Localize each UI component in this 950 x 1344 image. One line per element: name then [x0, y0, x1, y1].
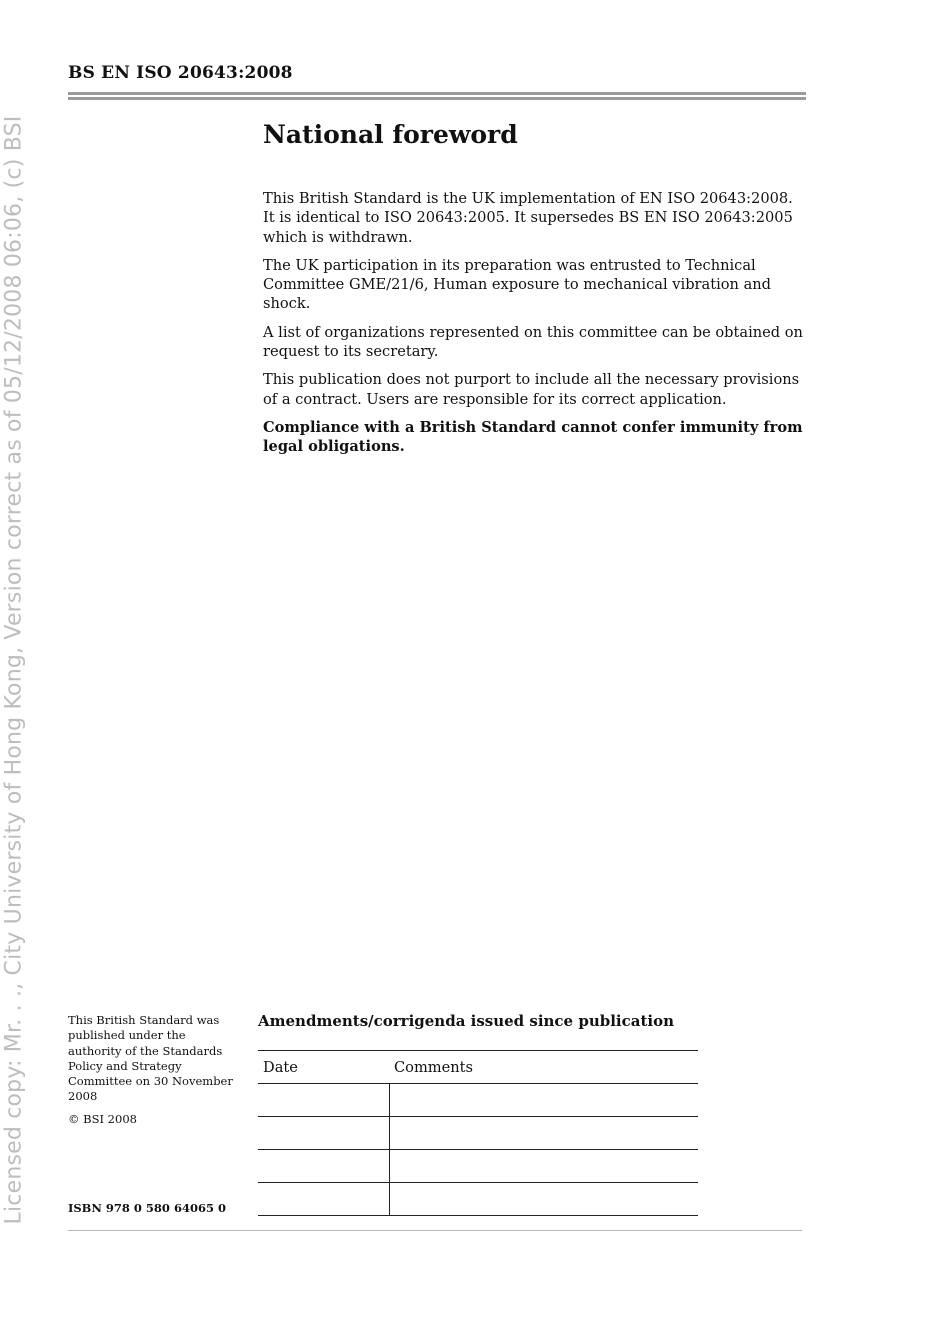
license-watermark-strip [0, 0, 30, 1344]
table-row [258, 1117, 698, 1150]
date-cell [258, 1183, 389, 1216]
table-row [258, 1150, 698, 1183]
isbn-number: ISBN 978 0 580 64065 0 [68, 1201, 226, 1215]
header-rule-top [68, 92, 806, 95]
table-row [258, 1084, 698, 1117]
amendments-header-row [258, 1051, 698, 1084]
page-title: National foreword [263, 120, 518, 149]
comments-cell [389, 1150, 698, 1183]
comments-cell [389, 1084, 698, 1117]
column-header-comments: Comments [389, 1051, 698, 1084]
table-row [258, 1183, 698, 1216]
comments-cell [389, 1183, 698, 1216]
license-watermark: Licensed copy: Mr. . ., City University of Hong Kong, Version correct as of 05/12/2008 06:06, (c) BSI [1, 115, 27, 1225]
comments-cell [389, 1117, 698, 1150]
standard-code-header: BS EN ISO 20643:2008 [68, 63, 293, 83]
publication-imprint [68, 1013, 233, 1134]
foreword-paragraph-2: The UK participation in its preparation was entrusted to Technical Committee GME/21/6, Human exposure to mechanical vibration and shock. [263, 256, 772, 313]
foreword-paragraph-3: A list of organizations represented on this committee can be obtained on request to its secretary. [263, 323, 803, 361]
foreword-paragraph-1: This British Standard is the UK implementation of EN ISO 20643:2008. It is identical to ISO 20643:2005. It supersedes BS EN ISO 20643:2005 which is withdrawn. [263, 190, 793, 246]
date-cell [258, 1117, 389, 1150]
compliance-note: Compliance with a British Standard cannot confer immunity from legal obligations. [263, 418, 803, 456]
footer-rule [68, 1230, 802, 1231]
column-header-date: Date [258, 1051, 389, 1084]
publication-note: This British Standard was published under the authority of the Standards Policy and Strategy Committee on 30 November 2008 [68, 1013, 233, 1104]
date-cell [258, 1084, 389, 1117]
date-cell [258, 1150, 389, 1183]
foreword-paragraph-4: This publication does not purport to include all the necessary provisions of a contract. Users are responsible for its correct application. [263, 371, 800, 408]
copyright-notice: © BSI 2008 [68, 1111, 137, 1126]
header-rule-bottom [68, 97, 806, 100]
amendments-title: Amendments/corrigenda issued since publication [258, 1012, 674, 1030]
amendments-table [258, 1050, 698, 1216]
foreword-body [263, 189, 808, 466]
